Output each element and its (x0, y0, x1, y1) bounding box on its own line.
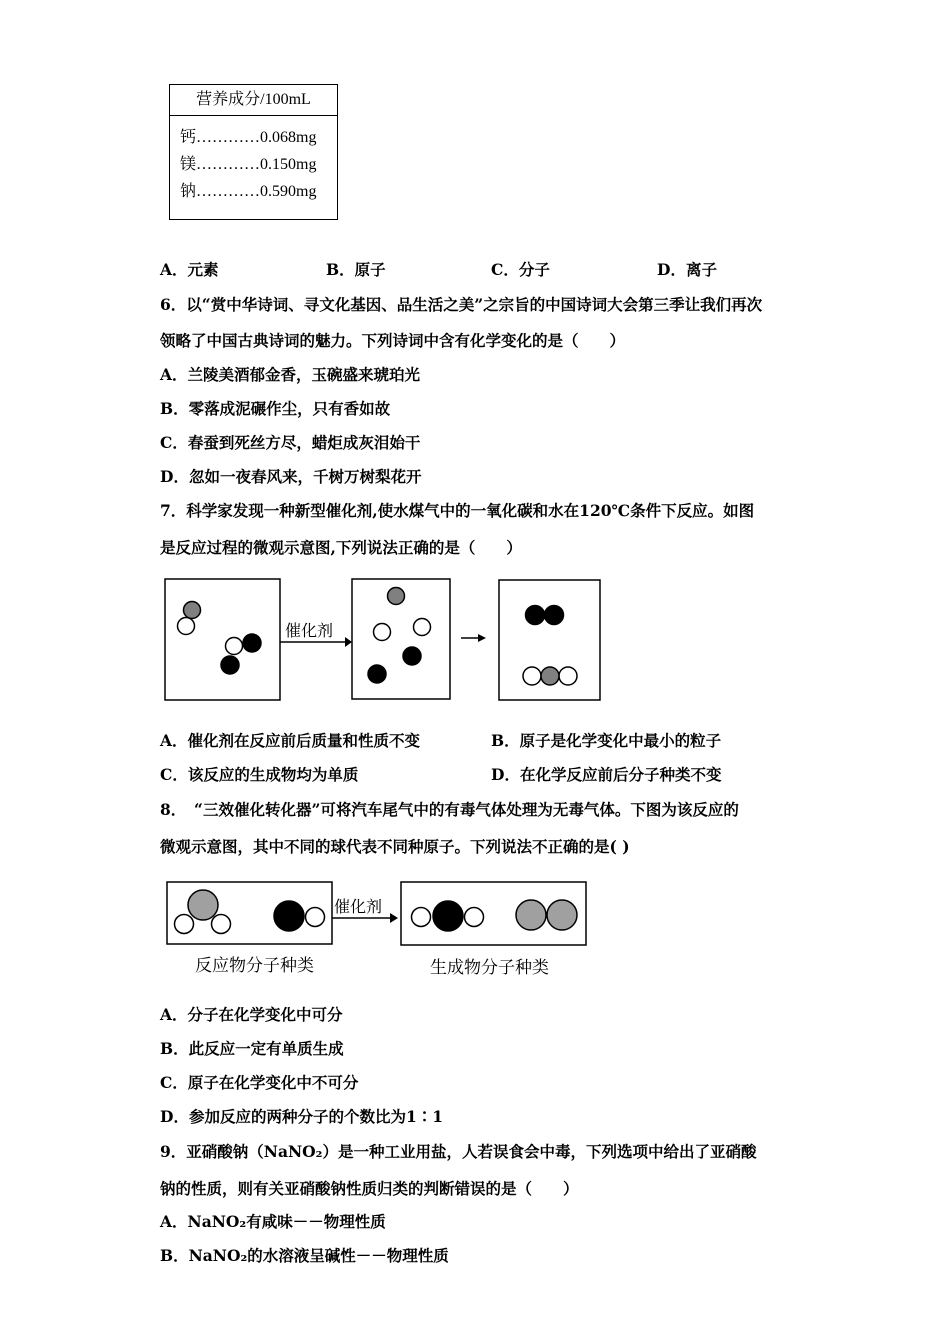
q6-option-a: A．兰陵美酒郁金香，玉碗盛来琥珀光 (160, 365, 421, 384)
table-row: 钙…………0.068mg (180, 129, 317, 146)
q6-option-c: C．春蚕到死丝方尽，蜡炬成灰泪始干 (160, 433, 421, 452)
q6-stem-line2: 领略了中国古典诗词的魅力。下列诗词中含有化学变化的是（ ） (160, 331, 626, 350)
q5-option-c: C．分子 (491, 260, 550, 279)
arrow-icon (478, 634, 486, 642)
q8-option-a: A．分子在化学变化中可分 (160, 1005, 343, 1024)
reactant-caption: 反应物分子种类 (195, 956, 314, 976)
q8-option-b: B．此反应一定有单质生成 (160, 1039, 344, 1058)
catalyst-label: 催化剂 (334, 897, 383, 916)
table-row: 钠…………0.590mg (180, 183, 317, 200)
q5-option-b: B．原子 (326, 260, 386, 279)
q8-reaction-diagram (150, 870, 600, 950)
table-row: 镁…………0.150mg (180, 156, 317, 173)
q6-option-b: B．零落成泥碾作尘，只有香如故 (160, 399, 391, 418)
nutrition-table (169, 84, 338, 220)
q5-option-a: A．元素 (160, 260, 219, 279)
q6-option-d: D．忽如一夜春风来，千树万树梨花开 (160, 467, 422, 486)
q7-stem-line2: 是反应过程的微观示意图,下列说法正确的是（ ） (160, 538, 522, 557)
q9-stem-line2: 钠的性质，则有关亚硝酸钠性质归类的判断错误的是（ ） (160, 1179, 579, 1198)
q7-stem-line1: 7．科学家发现一种新型催化剂,使水煤气中的一氧化碳和水在120℃条件下反应。如图 (160, 501, 755, 520)
table-header: 营养成分/100mL (170, 85, 337, 116)
q9-stem-line1: 9．亚硝酸钠（NaNO₂）是一种工业用盐，人若误食会中毒，下列选项中给出了亚硝酸 (160, 1142, 757, 1161)
catalyst-label: 催化剂 (285, 621, 334, 640)
product-caption: 生成物分子种类 (430, 958, 549, 978)
q6-stem-line1: 6．以“赏中华诗词、寻文化基因、品生活之美”之宗旨的中国诗词大会第三季让我们再次 (160, 295, 763, 314)
q7-option-d: D．在化学反应前后分子种类不变 (491, 765, 722, 784)
q5-option-d: D．离子 (657, 260, 717, 279)
q9-option-a: A．NaNO₂有咸味－－物理性质 (160, 1212, 386, 1231)
q7-reaction-diagram (150, 570, 610, 710)
q9-option-b: B．NaNO₂的水溶液呈碱性－－物理性质 (160, 1246, 449, 1265)
q8-option-d: D．参加反应的两种分子的个数比为1∶1 (160, 1107, 444, 1126)
q8-stem-line2: 微观示意图，其中不同的球代表不同种原子。下列说法不正确的是( ) (160, 837, 630, 856)
arrow-icon (390, 913, 398, 923)
q7-option-c: C．该反应的生成物均为单质 (160, 765, 359, 784)
q8-stem-line1: 8． “三效催化转化器”可将汽车尾气中的有毒气体处理为无毒气体。下图为该反应的 (160, 800, 739, 819)
q7-option-b: B．原子是化学变化中最小的粒子 (491, 731, 722, 750)
q7-option-a: A．催化剂在反应前后质量和性质不变 (160, 731, 421, 750)
arrow-icon (345, 637, 352, 647)
q8-option-c: C．原子在化学变化中不可分 (160, 1073, 359, 1092)
